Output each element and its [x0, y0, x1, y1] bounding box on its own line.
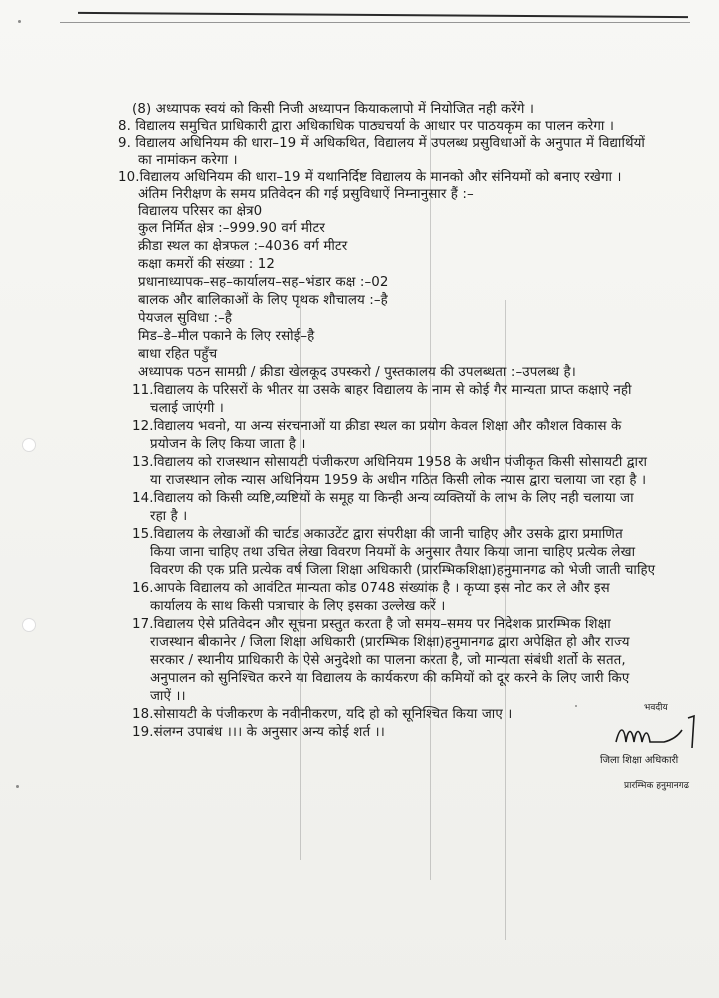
scan-speck: [16, 785, 19, 788]
text-line: 14.विद्यालय को किसी व्यष्टि,व्यष्टियों के समूह या किन्ही अन्य व्यक्तियों के लाभ के लिए नही चलाया जा: [132, 491, 634, 506]
text-line: राजस्थान बीकानेर / जिला शिक्षा अधिकारी (प्रारम्भिक शिक्षा)हनुमानगढ द्वारा अपेक्षित हो और राज्य: [150, 635, 630, 650]
text-line: कक्षा कमरों की संख्या : 12: [138, 257, 275, 272]
text-line: 8. विद्यालय समुचित प्राधिकारी द्वारा अधिकाधिक पाठ्यचर्या के आधार पर पाठयकृम का पालन करेगा ।: [118, 119, 615, 134]
text-line: 11.विद्यालय के परिसरों के भीतर या उसके बाहर विद्यालय के नाम से कोई गैर मान्यता प्राप्त कक्षाऐ नही: [132, 383, 632, 398]
text-line: का नामांकन करेगा ।: [138, 153, 238, 168]
text-line: चलाई जाएंगी ।: [150, 401, 224, 416]
text-line: 12.विद्यालय भवनो, या अन्य संरचनाओं या क्रीडा स्थल का प्रयोग केवल शिक्षा और कौशल विकास के: [132, 419, 622, 434]
closing-text: भवदीय: [644, 703, 668, 713]
text-line: कार्यालय के साथ किसी पत्राचार के लिए इसका उल्लेख करें ।: [150, 599, 446, 614]
signatory-title: जिला शिक्षा अधिकारी: [600, 755, 679, 766]
text-line: किया जाना चाहिए तथा उचित लेखा विवरण नियमों के अनुसार तैयार किया जाना चाहिए प्रत्येक लेखा: [150, 545, 636, 560]
text-line: जाऐं ।।: [150, 689, 186, 704]
text-line: बाधा रहित पहुँच: [138, 347, 218, 362]
text-line: विवरण की एक प्रति प्रत्येक वर्ष जिला शिक्षा अधिकारी (प्रारम्भिकशिक्षा)हनुमानगढ को भेजी जाती चाहिए: [150, 563, 656, 578]
text-line: 13.विद्यालय को राजस्थान सोसायटी पंजीकरण अधिनियम 1958 के अधीन पंजीकृत किसी सोसायटी द्वारा: [132, 455, 648, 470]
scan-speck: [575, 705, 577, 707]
top-rule: [78, 12, 688, 18]
text-line: सरकार / स्थानीय प्राधिकारी के ऐसे अनुदेशो का पालना करता है, जो मान्यता संबंधी शर्तो के सतत,: [150, 653, 626, 668]
text-line: अनुपालन को सुनिश्चित करने या विद्यालय के कार्यकरण की कमियों को दूर करने के लिए जारी किए: [150, 671, 630, 686]
text-line: (8) अध्यापक स्वयं को किसी निजी अध्यापन कियाकलापो में नियोजित नही करेंगे ।: [132, 102, 535, 117]
text-line: 17.विद्यालय ऐसे प्रतिवेदन और सूचना प्रस्तुत करता है जो समय–समय पर निदेशक प्रारम्भिक शिक्षा: [132, 617, 611, 632]
text-line: या राजस्थान लोक न्यास अधिनियम 1959 के अधीन गठित किसी लोक न्यास द्वारा चलाया जा रहा है ।: [150, 473, 647, 488]
text-line: 9. विद्यालय अधिनियम की धारा–19 में अधिकथित, विद्यालय में उपलब्ध प्रसुविधाओं के अनुपात में विद्यार्थियों: [118, 136, 645, 151]
text-line: पेयजल सुविधा :–है: [138, 311, 233, 326]
text-line: 15.विद्यालय के लेखाओं की चार्टड अकाउटेंट द्वारा संपरीक्षा की जानी चाहिए और उसके द्वारा प्रमाणित: [132, 527, 623, 542]
text-line: प्रयोजन के लिए किया जाता है ।: [150, 437, 306, 452]
text-line: क्रीडा स्थल का क्षेत्रफल :–4036 वर्ग मीटर: [138, 239, 348, 254]
punch-hole-bottom: [22, 618, 36, 632]
text-line: मिड–डे–मील पकाने के लिए रसोई–है: [138, 329, 315, 344]
text-line: 19.संलग्न उपाबंध ।।। के अनुसार अन्य कोई शर्त ।।: [132, 725, 385, 740]
signatory-subtitle: प्रारम्भिक हनुमानगढ: [624, 781, 689, 791]
text-line: रहा है ।: [150, 509, 188, 524]
text-line: प्रधानाध्यापक–सह–कार्यालय–सह–भंडार कक्ष :–02: [138, 275, 389, 290]
handwritten-signature: [612, 712, 702, 752]
top-rule-secondary: [60, 22, 690, 23]
punch-hole-top: [22, 438, 36, 452]
scan-speck: [18, 20, 21, 23]
text-line: अंतिम निरीक्षण के समय प्रतिवेदन की गई प्रसुविधाऐं निम्नानुसार हैं :–: [138, 187, 474, 202]
text-line: 10.विद्यालय अधिनियम की धारा–19 में यथानिर्दिष्ट विद्यालय के मानको और संनियमों को बनाए रखेगा ।: [118, 170, 622, 185]
text-line: विद्यालय परिसर का क्षेत्र0: [138, 204, 263, 219]
text-line: कुल निर्मित क्षेत्र :–999.90 वर्ग मीटर: [138, 221, 325, 236]
text-line: अध्यापक पठन सामग्री / क्रीडा खेलकूद उपस्करो / पुस्तकालय की उपलब्धता :–उपलब्ध है।: [138, 365, 576, 380]
text-line: बालक और बालिकाओं के लिए पृथक शौचालय :–है: [138, 293, 388, 308]
text-line: 18.सोसायटी के पंजीकरण के नवीनीकरण, यदि हो को सूनिश्चित किया जाए ।: [132, 707, 513, 722]
signature-block: [600, 670, 715, 800]
text-line: 16.आपके विद्यालय को आवंटित मान्यता कोड 0748 संख्यांक है । कृप्या इस नोट कर ले और इस: [132, 581, 610, 596]
